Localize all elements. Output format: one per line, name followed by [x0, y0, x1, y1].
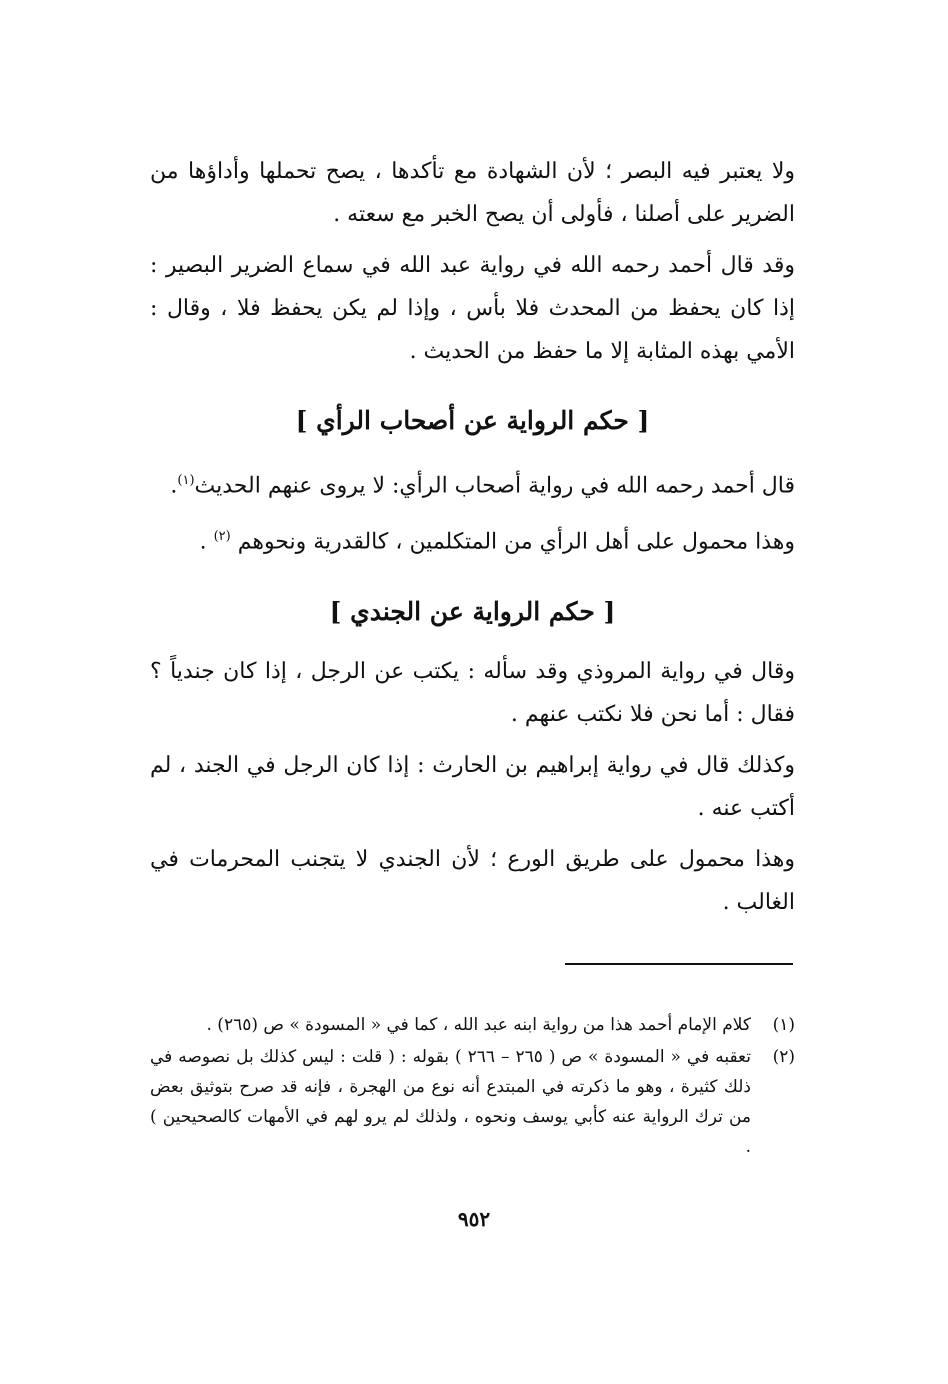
paragraph-people-of-opinion [150, 459, 795, 507]
main-text-column [150, 150, 795, 932]
paragraph-end: . [170, 473, 178, 499]
paragraph-text: قال أحمد رحمه الله في رواية أصحاب الرأي: لا يروى عنهم الحديث [194, 473, 795, 499]
paragraph-blind-hearing: وقد قال أحمد رحمه الله في رواية عبد الله في سماع الضرير البصير : إذا كان يحفظ من المحدث فلا بأس ، وإذا لم يكن يحفظ فلا ، وقال : الأمي بهذه المثابة إلا ما حفظ من الحديث . [150, 253, 795, 364]
paragraph-marwazi: وقال في رواية المروذي وقد سأله : يكتب عن الرجل ، إذا كان جندياً ؟ فقال : أما نحن فلا نكتب عنهم . [150, 658, 795, 727]
page-number: ٩٥٢ [457, 1207, 491, 1231]
footnote-text: تعقبه في « المسودة » ص ( ٢٦٥ – ٢٦٦ ) بقوله : ( قلت : ليس كذلك بل نصوصه في ذلك كثيرة ، وهو ما ذكرته في المبتدع أنه نوع من الهجرة ، فإنه قد صرح بتوثيق بعض من ترك الرواية عنه كأبي يوسف ونحوه ، ولذلك لم يرو لهم في الأمهات كالصحيحين ) . [150, 1047, 751, 1157]
footnote-2 [150, 1042, 795, 1162]
section-heading-soldier: [ حكم الرواية عن الجندي ] [329, 596, 616, 626]
footnotes [150, 1010, 795, 1164]
footnote-ref-1[interactable]: (١) [177, 473, 195, 488]
paragraph-blind-witness: ولا يعتبر فيه البصر ؛ لأن الشهادة مع تأكدها ، يصح تحملها وأداؤها من الضرير على أصلنا ، فأولى أن يصح الخبر مع سعته . [150, 159, 795, 227]
paragraph-piety: وهذا محمول على طريق الورع ؛ لأن الجندي لا يتجنب المحرمات في الغالب . [150, 846, 795, 915]
footnote-number: (٢) [772, 1047, 795, 1067]
paragraph-ibrahim-harith: وكذلك قال في رواية إبراهيم بن الحارث : إذا كان الرجل في الجند ، لم أكتب عنه . [150, 752, 795, 821]
footnote-text: كلام الإمام أحمد هذا من رواية ابنه عبد الله ، كما في « المسودة » ص (٢٦٥) . [206, 1015, 751, 1035]
paragraph-text: وهذا محمول على أهل الرأي من المتكلمين ، كالقدرية ونحوهم [237, 529, 795, 555]
footnote-separator [565, 963, 793, 965]
paragraph-end: . [199, 529, 214, 555]
footnote-1 [150, 1010, 795, 1040]
footnote-ref-2[interactable]: (٢) [213, 529, 231, 545]
section-heading-people-of-opinion: [ حكم الرواية عن أصحاب الرأي ] [295, 406, 650, 435]
footnote-number: (١) [772, 1015, 795, 1035]
paragraph-theologians [150, 515, 795, 563]
